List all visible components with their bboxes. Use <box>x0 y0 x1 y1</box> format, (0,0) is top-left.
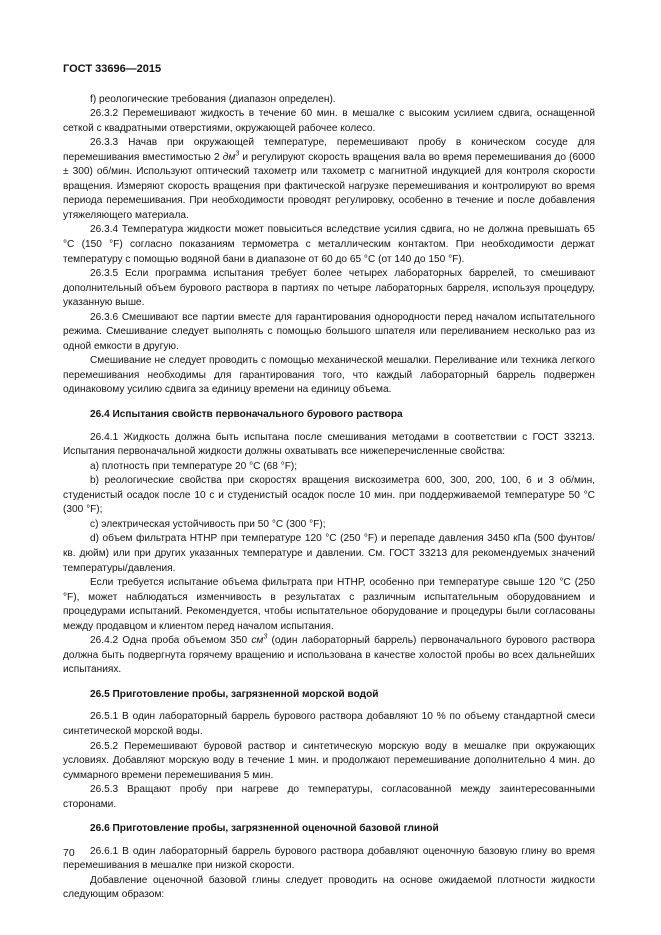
document-header: ГОСТ 33696—2015 <box>63 63 162 75</box>
list-item-b: b) реологические свойства при скоростях вращения вискозиметра 600, 300, 200, 100, 6 и 3 об/мин, студенистый осадок после 10 с и студенистый осадок после 10 мин. при поддерживаемой температуре 50 °С (300 °F); <box>63 475 595 516</box>
unit-exponent: 3 <box>235 150 240 158</box>
paragraph-26-3-6: 26.3.6 Смешивают все партии вместе для гарантирования однородности перед началом испытательного режима. Смешивание следует выполнять с помощью большого шпателя или переливанием несколько раз из одной емкости в другую. <box>63 311 595 352</box>
paragraph-26-5-2: 26.5.2 Перемешивают буровой раствор и синтетическую морскую воду в мешалке при окружающих условиях. Добавляют морскую воду в течение 1 мин. и продолжают перемешивание дополнительно 4 мин. до суммарного времени перемешивания 5 мин. <box>63 740 595 781</box>
section-heading-26-4: 26.4 Испытания свойств первоначального бурового раствора <box>90 409 403 421</box>
unit-exponent: 3 <box>263 633 268 641</box>
paragraph-26-3-3-end: и регулируют скорость вращения вала во время перемешивания до (6000 ± 300) об/мин. Используют оптический тахометр или тахометр с магнитной индукцией для контроля скорости вращения. Измеряют скорость вращения при фактической нагрузке перемешивания и контролируют во время периода перемешивания. При необходимости проводят регулировку, особенно в течение и после добавления утяжеляющего материала. <box>63 151 595 221</box>
paragraph-26-4-2 <box>63 634 595 678</box>
paragraph-26-3-3 <box>63 136 595 223</box>
paragraph-26-4-2-end: (один лабораторный баррель) первоначального бурового раствора должна быть подвергнута горячему вращению и использована в качестве холостой пробы во всех дальнейших испытаниях. <box>63 635 595 676</box>
paragraph-26-3-5: 26.3.5 Если программа испытания требует более четырех лабораторных баррелей, то смешивают дополнительный объем бурового раствора в партиях по четыре лабораторных барреля, используя процедуру, указанную выше. <box>63 268 595 309</box>
list-item-c: с) электрическая устойчивость при 50 °С (300 °F); <box>90 518 326 530</box>
section-heading-26-6: 26.6 Приготовление пробы, загрязненной оценочной базовой глиной <box>90 823 439 835</box>
paragraph-clay-note: Добавление оценочной базовой глины следует проводить на основе ожидаемой плотности жидкости следующим образом: <box>63 874 595 901</box>
paragraph-26-4-1: 26.4.1 Жидкость должна быть испытана после смешивания методами в соответствии с ГОСТ 33213. Испытания первоначальной жидкости должны охватывать все нижеперечисленные свойства: <box>63 431 595 458</box>
paragraph-26-6-1: 26.6.1 В один лабораторный баррель бурового раствора добавляют оценочную базовую глину во время перемешивания в мешалке при низкой скорости. <box>63 845 595 872</box>
paragraph-hthp-note: Если требуется испытание объема фильтрата при НТНР, особенно при температуре свыше 120 °С (250 °F), может наблюдаться изменчивость в результатах с различным испытательным оборудованием и процедурами испытаний. Рекомендуется, чтобы испытательное оборудование и процедуры были согласованы между продавцом и клиентом перед началом испытания. <box>63 577 595 632</box>
section-heading-26-5: 26.5 Приготовление пробы, загрязненной морской водой <box>90 688 379 700</box>
page-number: 70 <box>63 847 75 859</box>
paragraph-26-3-3-start: 26.3.3 Начав при окружающей температуре, перемешивают пробу в коническом сосуде для перемешивания вместимостью 2 <box>63 137 595 163</box>
paragraph-mixing-note: Смешивание не следует проводить с помощью механической мешалки. Переливание или техника легкого перемешивания необходимы для гарантирования того, что каждый лабораторный баррель подвержен одинаковому усилию сдвига за единицу времени на единицу объема. <box>63 355 595 396</box>
paragraph-26-5-3: 26.5.3 Вращают пробу при нагреве до температуры, согласованной между заинтересованными сторонами. <box>63 784 595 810</box>
paragraph-26-5-1: 26.5.1 В один лабораторный баррель бурового раствора добавляют 10 % по объему стандартной смеси синтетической морской воды. <box>63 711 595 737</box>
paragraph-f: f) реологические требования (диапазон определен). <box>90 93 336 105</box>
unit-cm: см <box>251 635 264 647</box>
list-item-a: а) плотность при температуре 20 °С (68 °F); <box>90 460 298 472</box>
paragraph-26-3-2: 26.3.2 Перемешивают жидкость в течение 60 мин. в мешалке с высоким усилием сдвига, оснащенной сеткой с квадратными отверстиями, окружающей рабочее колесо. <box>63 108 595 134</box>
unit-dm: дм <box>222 151 236 163</box>
list-item-d: d) объем фильтрата НТНР при температуре 120 °С (250 °F) и перепаде давления 3450 кПа (500 фунтов/кв. дюйм) или при других указанных температуре и давлении. См. ГОСТ 33213 для рекомендуемых значений температуры/давления. <box>63 533 595 574</box>
paragraph-26-3-4: 26.3.4 Температура жидкости может повыситься вследствие усилия сдвига, но не должна превышать 65 °С (150 °F) согласно показаниям термометра с металлическим контактом. При необходимости держат температуру с помощью водяной бани в диапазоне от 60 до 65 °С (от 140 до 150 °F). <box>63 224 595 265</box>
paragraph-26-4-2-start: 26.4.2 Одна проба объемом 350 <box>90 635 252 647</box>
